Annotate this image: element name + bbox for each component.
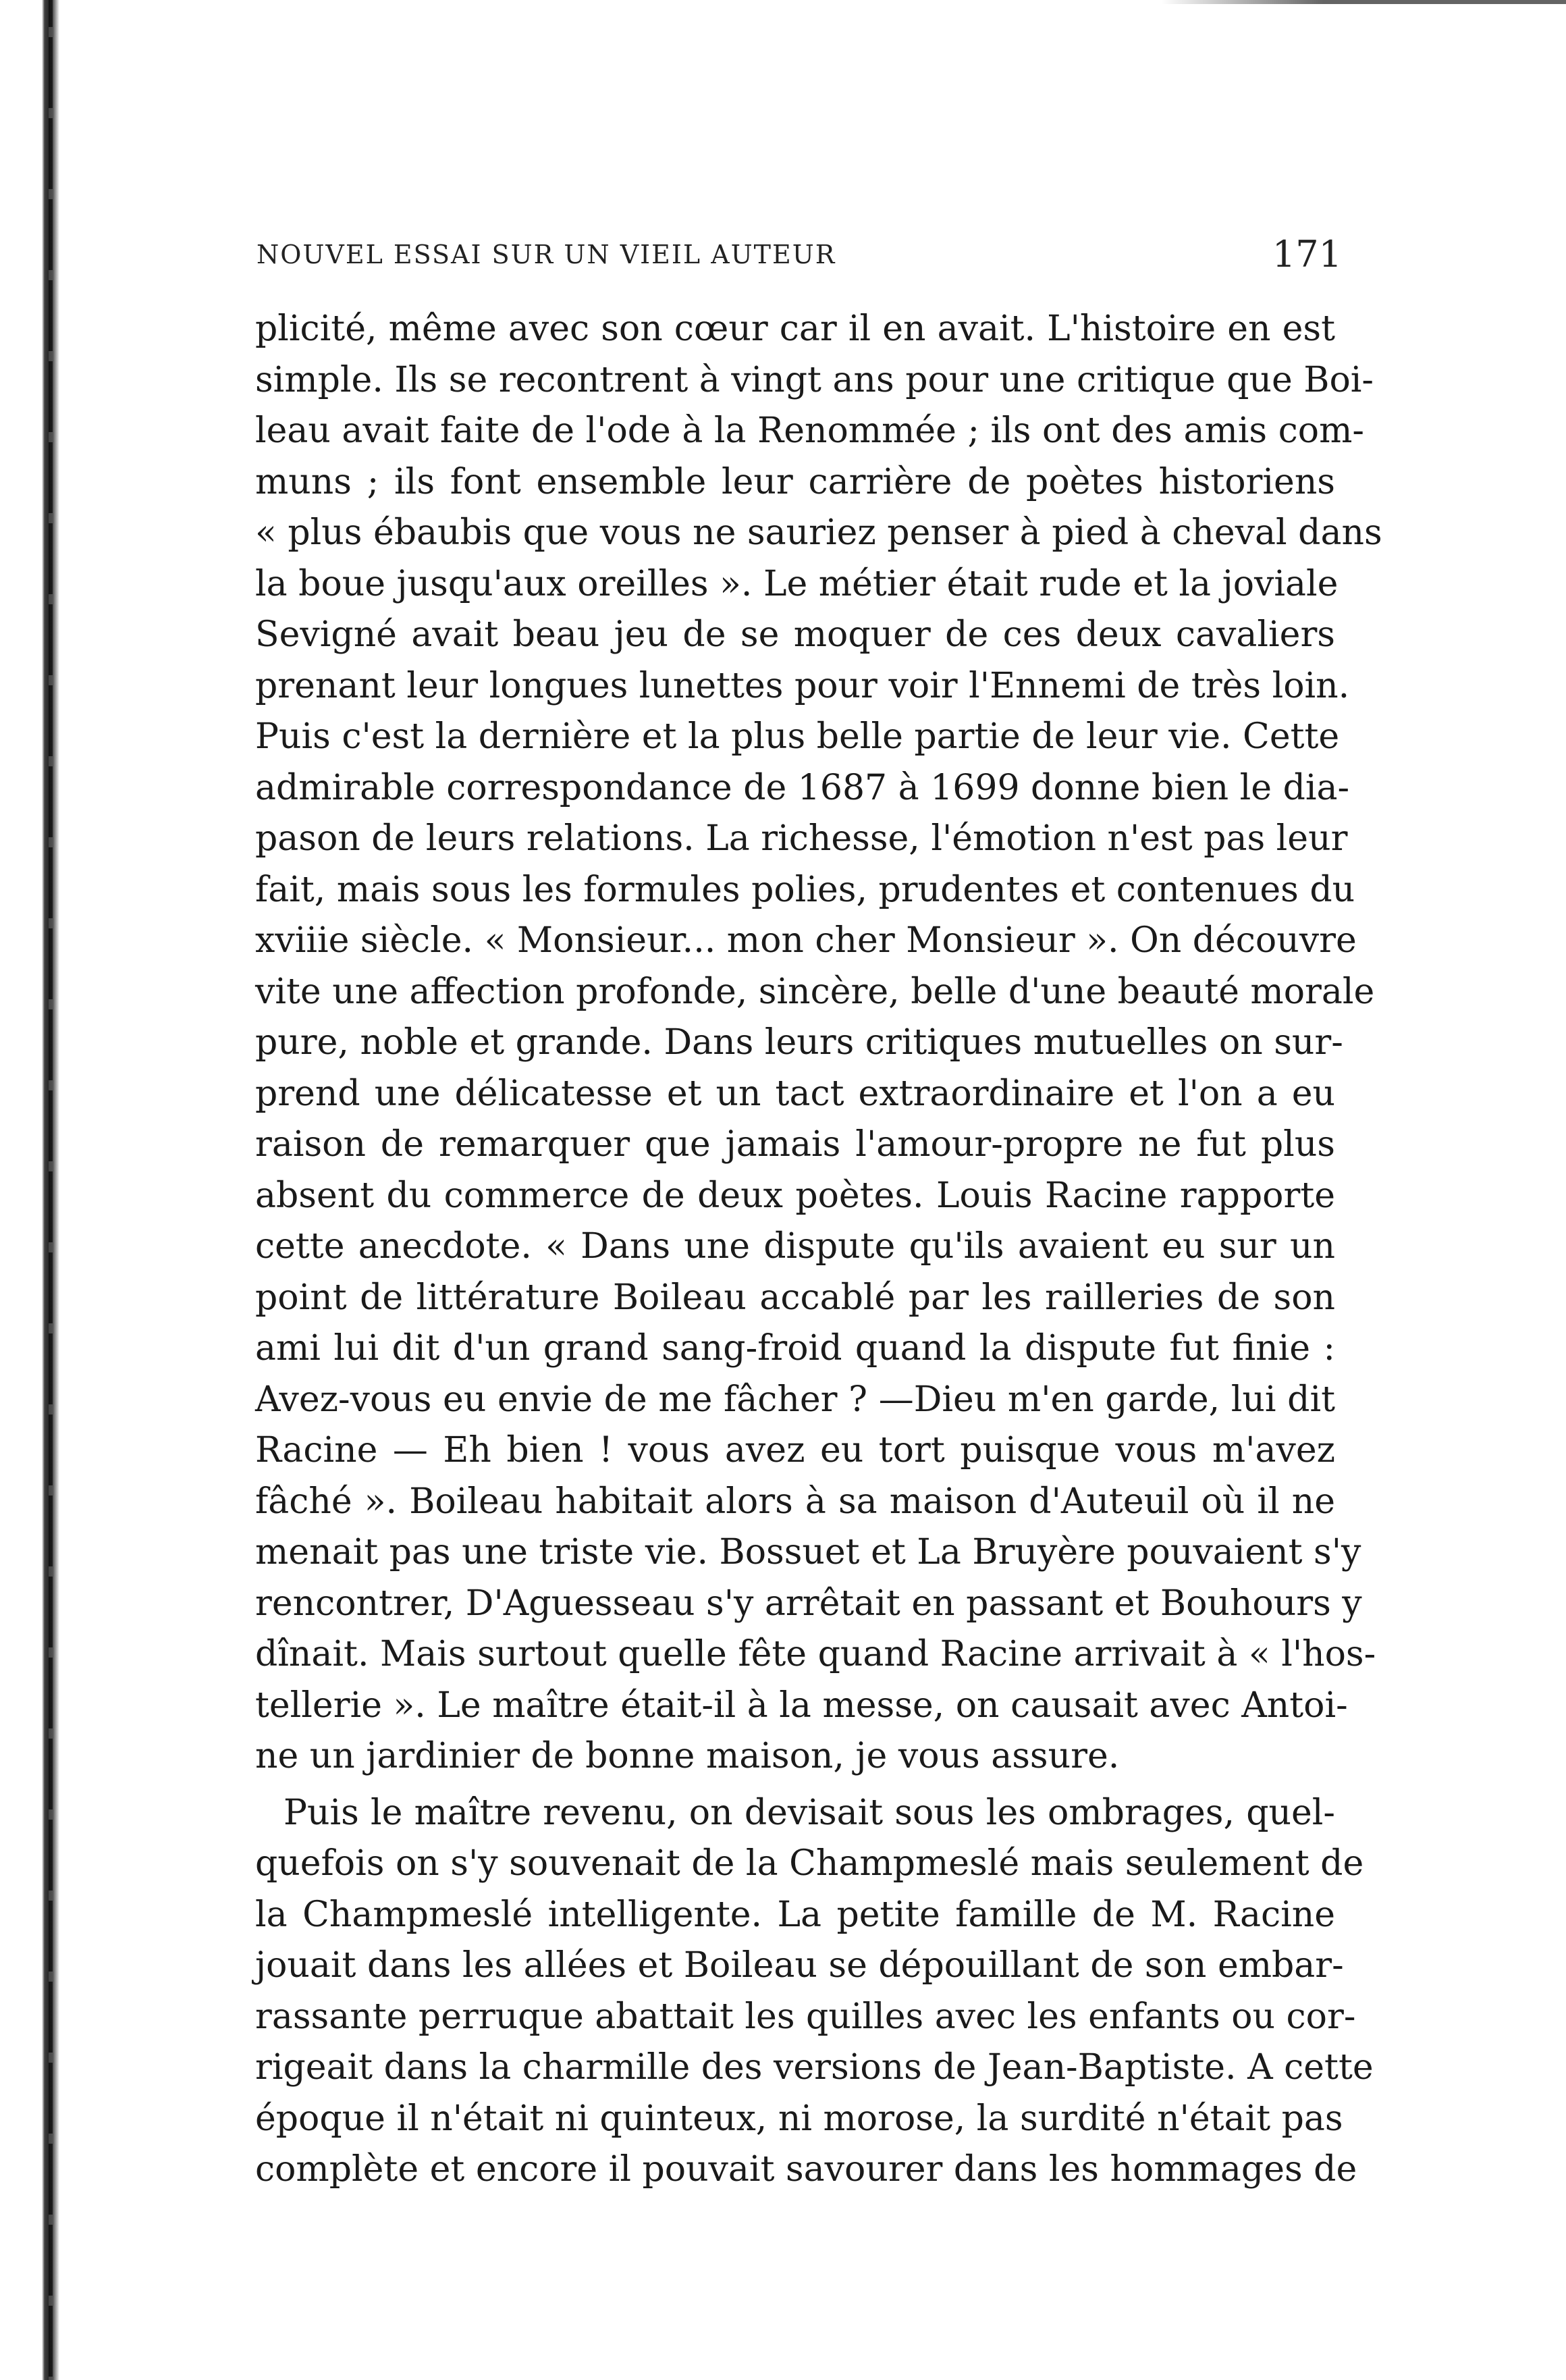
text-line: jouait dans les allées et Boileau se dépouillant de son embar- [255,1945,1344,1986]
text-line: Avez-vous eu envie de me fâcher ? —Dieu m'en garde, lui dit [255,1379,1335,1420]
text-line: époque il n'était ni quinteux, ni morose, la surdité n'était pas [255,2098,1343,2139]
text-line: prend une délicatesse et un tact extraordinaire et l'on a eu [255,1073,1335,1114]
text-line: « plus ébaubis que vous ne sauriez penser à pied à cheval dans [255,512,1382,553]
text-line: cette anecdote. « Dans une dispute qu'ils avaient eu sur un [255,1226,1335,1267]
text-line: absent du commerce de deux poètes. Louis Racine rapporte [255,1175,1335,1216]
text-line: simple. Ils se recontrent à vingt ans pour une critique que Boi- [255,359,1374,400]
text-line: rencontrer, D'Aguesseau s'y arrêtait en passant et Bouhours y [255,1583,1362,1624]
text-line: pure, noble et grande. Dans leurs critiques mutuelles on sur- [255,1022,1343,1063]
running-title: NOUVEL ESSAI SUR UN VIEIL AUTEUR [256,240,836,269]
page-number: 171 [1272,233,1342,275]
text-line: prenant leur longues lunettes pour voir l'Ennemi de très loin. [255,665,1350,706]
page-text [255,304,1382,2196]
text-line: dînait. Mais surtout quelle fête quand Racine arrivait à « l'hos- [255,1634,1376,1674]
text-line: complète et encore il pouvait savourer dans les hommages de [255,2149,1357,2190]
text-line: point de littérature Boileau accablé par les railleries de son [255,1277,1335,1318]
text-line: tellerie ». Le maître était-il à la messe, on causait avec Antoi- [255,1685,1348,1726]
scan-top-edge [1161,0,1566,4]
text-line: ami lui dit d'un grand sang-froid quand la dispute fut finie : [255,1328,1335,1369]
text-line: fâché ». Boileau habitait alors à sa maison d'Auteuil où il ne [255,1481,1335,1522]
text-line: Puis c'est la dernière et la plus belle partie de leur vie. Cette [255,716,1340,757]
text-line: Sevigné avait beau jeu de se moquer de ces deux cavaliers [255,614,1335,655]
text-line: quefois on s'y souvenait de la Champmeslé mais seulement de [255,1843,1364,1884]
text-line: ne un jardinier de bonne maison, je vous assure. [255,1736,1120,1776]
text-line: vite une affection profonde, sincère, belle d'une beauté morale [255,971,1375,1012]
text-line: leau avait faite de l'ode à la Renommée ; ils ont des amis com- [255,411,1364,451]
text-line: plicité, même avec son cœur car il en avait. L'histoire en est [255,309,1335,349]
text-line: fait, mais sous les formules polies, prudentes et contenues du [255,869,1355,910]
text-line: la Champmeslé intelligente. La petite famille de M. Racine [255,1894,1335,1935]
paragraph-gap [255,1782,1335,1788]
text-line: menait pas une triste vie. Bossuet et La Bruyère pouvaient s'y [255,1532,1361,1572]
text-line: admirable correspondance de 1687 à 1699 donne bien le dia- [255,767,1350,808]
text-line: pason de leurs relations. La richesse, l'émotion n'est pas leur [255,818,1348,859]
text-line: muns ; ils font ensemble leur carrière de poètes historiens [255,461,1335,502]
text-line: xviiie siècle. « Monsieur... mon cher Monsieur ». On découvre [255,920,1357,961]
text-line: rigeait dans la charmille des versions de Jean-Baptiste. A cette [255,2047,1374,2088]
text-line: la boue jusqu'aux oreilles ». Le métier était rude et la joviale [255,563,1339,604]
page-binding-shadow [49,0,53,2380]
text-line: raison de remarquer que jamais l'amour-propre ne fut plus [255,1124,1335,1165]
text-line: Racine — Eh bien ! vous avez eu tort puisque vous m'avez [255,1430,1335,1471]
text-line: rassante perruque abattait les quilles avec les enfants ou cor- [255,1996,1356,2037]
text-line: Puis le maître revenu, on devisait sous les ombrages, quel- [284,1792,1335,1833]
